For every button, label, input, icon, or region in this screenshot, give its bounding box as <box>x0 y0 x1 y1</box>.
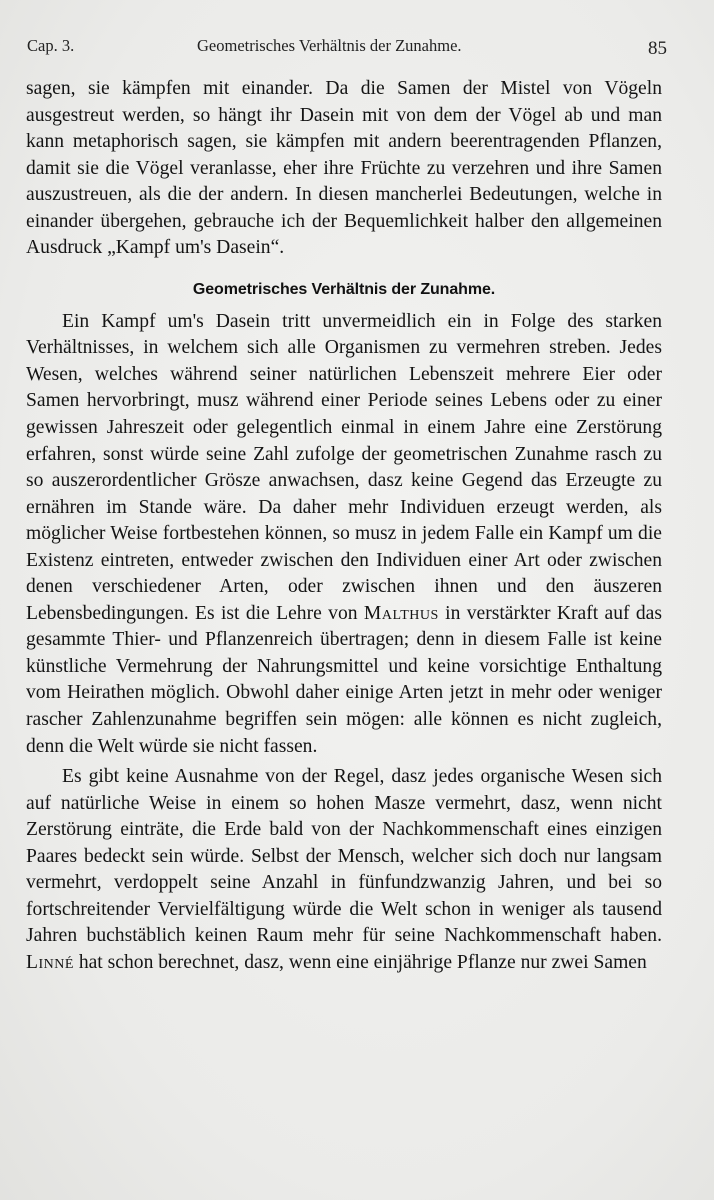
paragraph-text: in verstärkter Kraft auf das gesammte Thier- und Pflanzenreich übertragen; denn in diesem Falle ist keine künstliche Vermehrung der Nahrungsmittel und keine vorsichtige Enthaltung vom Heirathen möglich. Obwohl daher einige Arten jetzt in mehr oder weniger rascher Zahlenzunahme begriffen sein mögen: alle können es nicht zugleich, denn die Welt würde sie nicht fassen. <box>26 602 662 757</box>
paragraph-text: sagen, sie kämpfen mit einander. Da die Samen der Mistel von Vögeln ausgestreut werden, so hängt ihr Dasein mit von dem der Vögel ab und man kann metaphorisch sagen, sie kämpfen mit andern beerentragenden Pflanzen, damit sie die Vögel veranlasse, eher ihre Früchte zu verzehren und ihre Samen auszustreuen, als die der andern. In diesen mancherlei Bedeutungen, welche in einander übergehen, gebrauche ich der Bequemlichkeit halber den allgemeinen Ausdruck „Kampf um's Dasein“. <box>26 78 662 259</box>
paragraph-continuation <box>26 76 662 262</box>
section-heading: Geometrisches Verhältnis der Zunahme. <box>192 280 496 298</box>
author-name: Linné <box>26 951 74 973</box>
paragraph <box>26 764 662 976</box>
chapter-label: Cap. 3. <box>27 36 75 55</box>
paragraph-text: Ein Kampf um's Dasein tritt unvermeidlich ein in Folge des starken Verhältnisses, in welchem sich alle Organismen zu vermehren streben. Jedes Wesen, welches während seiner natürlichen Lebenszeit mehrere Eier oder Samen hervorbringt, musz während einer Periode seines Lebens oder zu einer gewissen Jahreszeit oder gelegentlich einmal in einem Jahre eine Zerstörung erfahren, sonst würde seine Zahl zufolge der geometrischen Zunahme rasch zu so auszerordentlicher Grösze anwachsen, dasz keine Gegend das Erzeugte zu ernähren im Stande wäre. Da daher mehr Individuen erzeugt werden, als möglicher Weise fortbestehen können, so musz in jedem Falle ein Kampf um die Existenz eintreten, entweder zwischen den Individuen einer Art oder zwischen denen verschiedener Arten, oder zwischen ihnen und den äuszeren Lebensbedingungen. Es ist die Lehre von <box>26 310 662 624</box>
body-text <box>26 76 662 977</box>
page-header <box>27 34 667 58</box>
paragraph-text: Es gibt keine Ausnahme von der Regel, dasz jedes organische Wesen sich auf natürliche Weise in einem so hohen Masze vermehrt, dasz, wenn nicht Zerstörung einträte, die Erde bald von der Nachkommenschaft eines einzigen Paares bedeckt sein würde. Selbst der Mensch, welcher sich doch nur langsam vermehrt, verdoppelt seine Anzahl in fünfundzwanzig Jahren, und bei so fortschreitender Vervielfältigung würde die Welt schon in weniger als tausend Jahren buchstäblich keinen Raum mehr für seine Nachkommenschaft haben. <box>26 766 662 947</box>
paragraph-text: hat schon berechnet, dasz, wenn eine einjährige Pflanze nur zwei Samen <box>78 951 647 973</box>
page-number: 85 <box>648 38 667 59</box>
running-title: Geometrisches Verhältnis der Zunahme. <box>197 36 462 55</box>
author-name: Malthus <box>363 602 439 624</box>
paragraph <box>26 309 662 760</box>
